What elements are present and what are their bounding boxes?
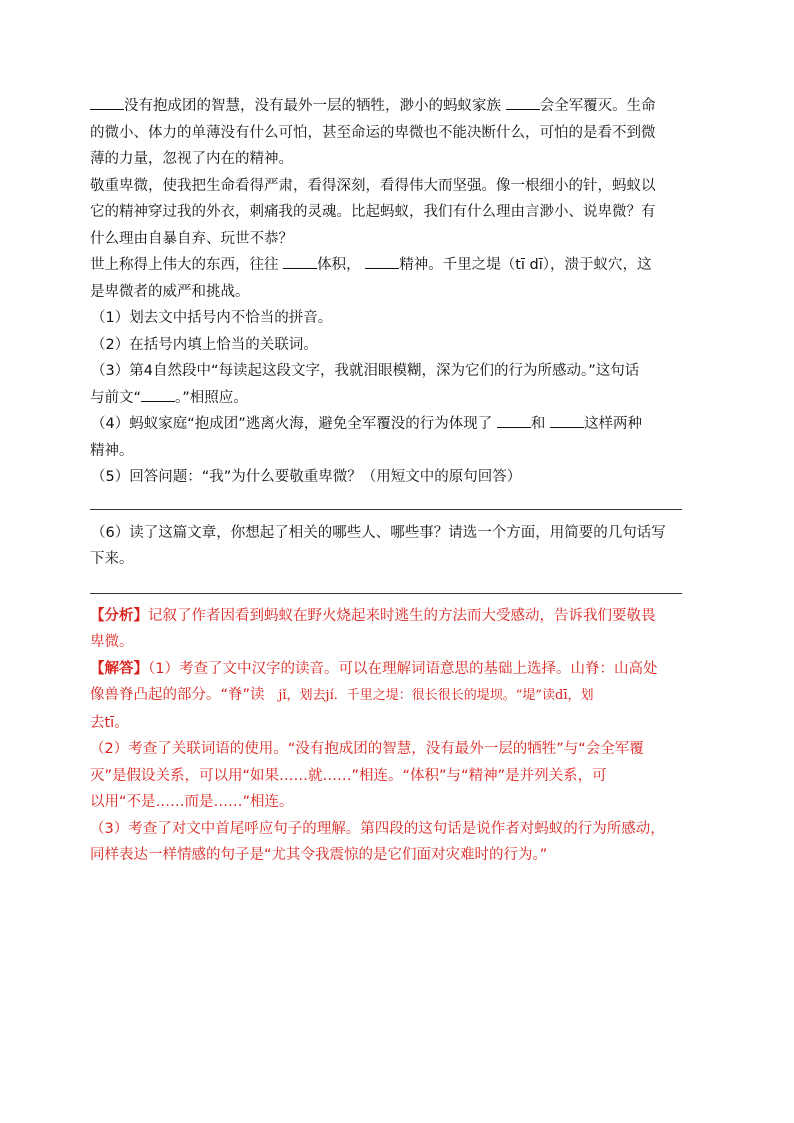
passage-line: 薄的力量，忽视了内在的精神。 bbox=[90, 151, 293, 167]
answer-line-text: （2）考查了关联词语的使用。“没有抱成团的智慧，没有最外一层的牺牲”与“会全军覆 bbox=[90, 741, 644, 757]
question-6-line: 下来。 bbox=[90, 551, 134, 567]
passage-text: 体积， bbox=[317, 257, 361, 273]
passage-text: 会全军覆灭。生命 bbox=[539, 98, 656, 114]
question-6: （6）读了这篇文章，你想起了相关的哪些人、哪些事？请选一个方面，用简要的几句话写 bbox=[91, 524, 666, 541]
fill-blank[interactable] bbox=[550, 413, 584, 428]
solution-line bbox=[90, 656, 718, 683]
question-4 bbox=[90, 411, 718, 438]
question-3: （3）第4自然段中“每读起这段文字，我就泪眼模糊，深为它们的行为所感动。”这句话 bbox=[91, 363, 640, 379]
question-1: （1）划去文中括号内不恰当的拼音。 bbox=[91, 310, 333, 326]
question-4-line: 精神。 bbox=[90, 442, 134, 459]
passage-line: 是卑微者的威严和挑战。 bbox=[90, 283, 250, 300]
question-2: （2）在括号内填上恰当的关联词。 bbox=[91, 336, 318, 353]
passage-line: 什么理由自暴自弃、玩世不恭？ bbox=[90, 230, 293, 247]
fill-blank[interactable] bbox=[497, 413, 531, 428]
answer-line-text bbox=[90, 682, 718, 710]
fill-blank[interactable] bbox=[90, 95, 124, 110]
fill-blank[interactable] bbox=[141, 387, 175, 402]
question-text: （4）蚂蚁家庭“抱成团”逃离火海，避免全军覆没的行为体现了 bbox=[91, 416, 493, 432]
solution-tag: 【解答】 bbox=[90, 660, 148, 677]
document-page bbox=[90, 93, 718, 869]
fill-blank[interactable] bbox=[365, 254, 399, 269]
analysis-tag: 【分析】 bbox=[90, 607, 148, 624]
passage-line: 它的精神穿过我的外衣，刺痛我的灵魂。比起蚂蚁，我们有什么理由言渺小、说卑微？有 bbox=[90, 204, 656, 220]
answer-line[interactable] bbox=[90, 509, 682, 510]
answer-text: （1）考查了文中汉字的读音。可以在理解词语意思的基础上选择。山脊：山高处 bbox=[148, 660, 658, 677]
passage-text: 没有抱成团的智慧，没有最外一层的牺牲，渺小的蚂蚁家族 bbox=[124, 98, 501, 114]
passage-line: 敬重卑微，使我把生命看得严肃，看得深刻，看得伟大而坚强。像一根细小的针，蚂蚁以 bbox=[90, 177, 656, 194]
passage-line: 的微小、体力的单薄没有什么可怕，甚至命运的卑微也不能决断什么，可怕的是看不到微 bbox=[90, 124, 656, 141]
answer-line-text: 以用“不是……而是……”相连。 bbox=[90, 794, 294, 810]
question-text: 。”相照应。 bbox=[175, 389, 248, 406]
answer-line-text: 卑微。 bbox=[90, 634, 134, 650]
question-text: 这样两种 bbox=[583, 416, 642, 432]
fill-blank[interactable] bbox=[506, 95, 540, 110]
question-text: 和 bbox=[530, 416, 546, 432]
passage-line bbox=[90, 252, 718, 279]
answer-line-text: 灭”是假设关系，可以用“如果……就……”相连。“体积”与“精神”是并列关系，可 bbox=[90, 767, 607, 784]
answer-line-text: （3）考查了对文中首尾呼应句子的理解。第四段的这句话是说作者对蚂蚁的行为所感动， bbox=[90, 820, 665, 837]
passage-text: 精神。千里之堤（tī dī），溃于蚁穴，这 bbox=[399, 257, 652, 273]
answer-text: 像兽脊凸起的部分。“脊”读 bbox=[90, 687, 265, 703]
fill-blank[interactable] bbox=[283, 254, 317, 269]
passage-line bbox=[90, 93, 718, 120]
answer-text: 记叙了作者因看到蚂蚁在野火烧起来时逃生的方法而大受感动，告诉我们要敬畏 bbox=[148, 607, 656, 624]
question-5: （5）回答问题：“我”为什么要敬重卑微？（用短文中的原句回答） bbox=[91, 469, 522, 485]
question-3-line bbox=[90, 385, 718, 412]
question-text: 与前文“ bbox=[90, 389, 142, 406]
answer-line-text: 同样表达一样情感的句子是“尤其令我震惊的是它们面对灾难时的行为。” bbox=[90, 847, 548, 863]
analysis-line bbox=[90, 603, 718, 630]
answer-line[interactable] bbox=[90, 593, 682, 594]
answer-text: jǐ，划去jí．千里之堤：很长很长的堤坝。“堤”读dī，划 bbox=[278, 688, 594, 703]
answer-line-text: 去tī。 bbox=[90, 714, 129, 731]
passage-text: 世上称得上伟大的东西，往往 bbox=[90, 257, 279, 273]
